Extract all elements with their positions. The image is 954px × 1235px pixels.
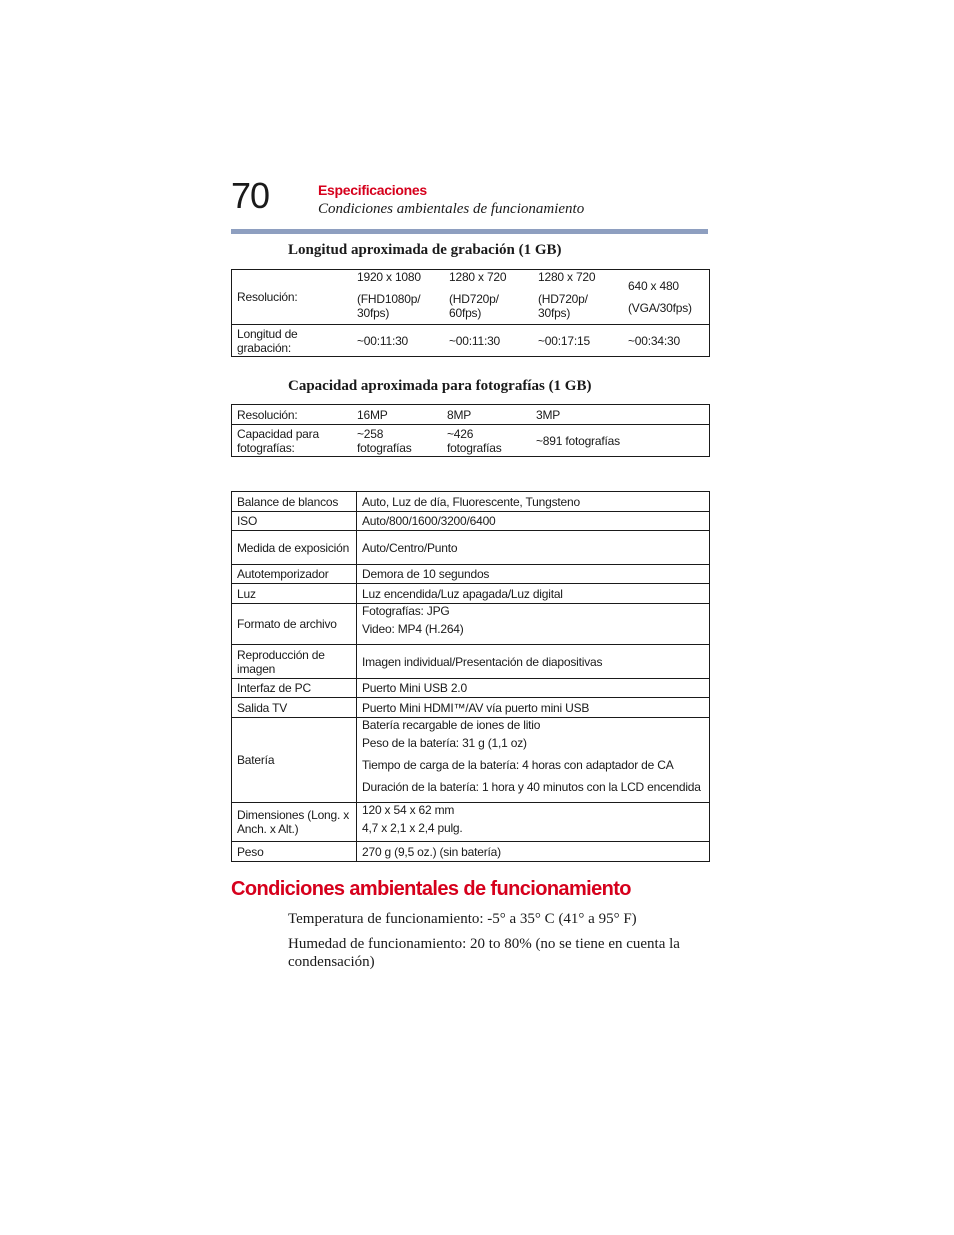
table-row	[232, 405, 710, 425]
capacity-cell: ~426 fotografías	[442, 425, 531, 457]
table-row	[232, 531, 710, 565]
subsection-title: Condiciones ambientales de funcionamiento	[318, 201, 585, 217]
resolution-cell: 640 x 480 (VGA/30fps)	[623, 270, 710, 325]
capacity-label: Capacidad para fotografías:	[232, 425, 353, 457]
spec-label: Batería	[232, 718, 357, 803]
humidity-text: Humedad de funcionamiento: 20 to 80% (no se tiene en cuenta la condensación)	[288, 936, 680, 970]
photo-table	[231, 404, 710, 457]
recording-table	[231, 269, 710, 357]
section-title: Especificaciones	[318, 182, 427, 198]
table-row	[232, 803, 710, 842]
spec-label: Formato de archivo	[232, 604, 357, 645]
resolution-cell: 16MP	[352, 405, 442, 425]
recording-table-caption: Longitud aproximada de grabación (1 GB)	[288, 242, 562, 258]
length-cell: ~00:34:30	[623, 325, 710, 357]
resolution-cell: 1920 x 1080 (FHD1080p/ 30fps)	[352, 270, 444, 325]
table-row	[232, 842, 710, 862]
resolution-cell: 1280 x 720 (HD720p/ 30fps)	[533, 270, 623, 325]
spec-label: Dimensiones (Long. x Anch. x Alt.)	[232, 803, 357, 842]
capacity-cell: ~891 fotografías	[531, 425, 710, 457]
spec-value: Auto/800/1600/3200/6400	[357, 512, 710, 531]
spec-value: Batería recargable de iones de litio Peso de la batería: 31 g (1,1 oz) Tiempo de carga de la batería: 4 horas con adaptador de CA Duración de la batería: 1 hora y 40 minutos con la LCD encendida	[357, 718, 710, 803]
table-row	[232, 512, 710, 531]
resolution-cell: 3MP	[531, 405, 710, 425]
spec-value: 120 x 54 x 62 mm 4,7 x 2,1 x 2,4 pulg.	[357, 803, 710, 842]
specs-table	[231, 491, 710, 862]
table-row	[232, 679, 710, 698]
table-row	[232, 604, 710, 645]
table-row	[232, 698, 710, 718]
spec-label: Autotemporizador	[232, 565, 357, 584]
length-cell: ~00:11:30	[444, 325, 533, 357]
table-row	[232, 645, 710, 679]
spec-label: Balance de blancos	[232, 492, 357, 512]
page-number: 70	[231, 175, 270, 216]
temperature-text: Temperatura de funcionamiento: -5° a 35° C (41° a 95° F)	[288, 911, 637, 927]
capacity-cell: ~258 fotografías	[352, 425, 442, 457]
spec-label: Interfaz de PC	[232, 679, 357, 698]
length-cell: ~00:17:15	[533, 325, 623, 357]
length-cell: ~00:11:30	[352, 325, 444, 357]
table-row	[232, 565, 710, 584]
spec-label: ISO	[232, 512, 357, 531]
spec-value: 270 g (9,5 oz.) (sin batería)	[357, 842, 710, 862]
spec-value: Auto, Luz de día, Fluorescente, Tungsteno	[357, 492, 710, 512]
table-row	[232, 718, 710, 803]
photo-table-caption: Capacidad aproximada para fotografías (1 GB)	[288, 378, 592, 394]
table-row	[232, 425, 710, 457]
resolution-cell: 1280 x 720 (HD720p/ 60fps)	[444, 270, 533, 325]
spec-value: Auto/Centro/Punto	[357, 531, 710, 565]
resolution-label: Resolución:	[232, 270, 353, 325]
spec-label: Medida de exposición	[232, 531, 357, 565]
header-divider	[231, 229, 708, 234]
spec-label: Salida TV	[232, 698, 357, 718]
spec-value: Demora de 10 segundos	[357, 565, 710, 584]
spec-label: Luz	[232, 584, 357, 604]
spec-value: Fotografías: JPG Video: MP4 (H.264)	[357, 604, 710, 645]
table-row	[232, 270, 710, 325]
resolution-label: Resolución:	[232, 405, 353, 425]
resolution-cell: 8MP	[442, 405, 531, 425]
spec-value: Luz encendida/Luz apagada/Luz digital	[357, 584, 710, 604]
table-row	[232, 584, 710, 604]
spec-value: Puerto Mini HDMI™/AV vía puerto mini USB	[357, 698, 710, 718]
table-row	[232, 325, 710, 357]
environment-heading: Condiciones ambientales de funcionamiento	[231, 878, 631, 900]
table-row	[232, 492, 710, 512]
spec-label: Reproducción de imagen	[232, 645, 357, 679]
length-label: Longitud de grabación:	[232, 325, 353, 357]
spec-value: Imagen individual/Presentación de diapositivas	[357, 645, 710, 679]
spec-label: Peso	[232, 842, 357, 862]
spec-value: Puerto Mini USB 2.0	[357, 679, 710, 698]
